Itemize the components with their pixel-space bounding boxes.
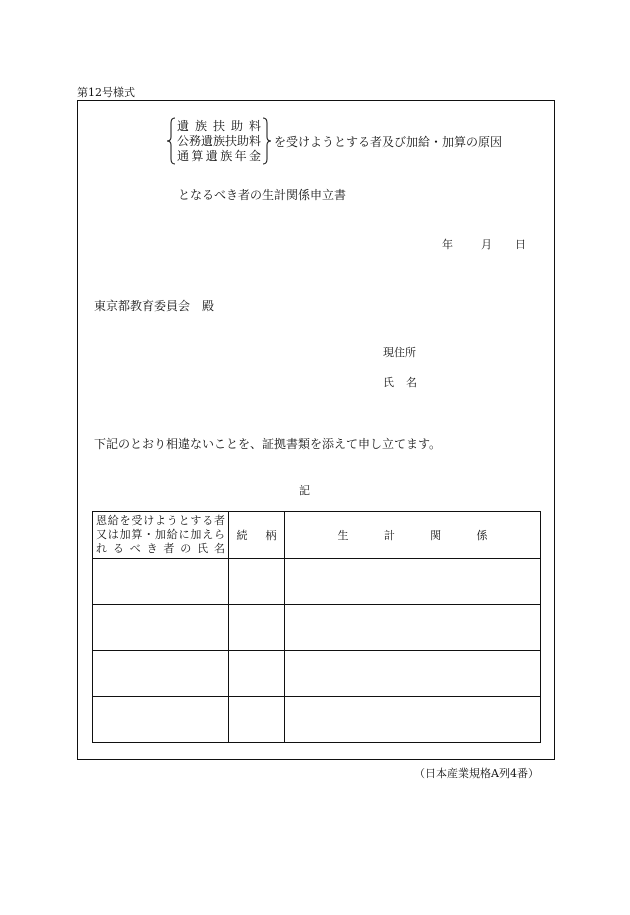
table-row <box>93 651 541 697</box>
table-row <box>93 697 541 743</box>
form-number: 第12号様式 <box>77 86 135 99</box>
relation-cell[interactable] <box>229 559 285 605</box>
header-name: 恩給を受けようとする者又は加算・加給に加えられるべき者の氏名 <box>93 512 229 559</box>
header-relation: 続柄 <box>236 529 277 542</box>
name-cell[interactable] <box>93 559 229 605</box>
name-cell[interactable] <box>93 697 229 743</box>
table-header-row <box>93 512 541 559</box>
name-label: 氏名 <box>383 376 417 389</box>
date-month-label: 月 <box>481 238 492 251</box>
declaration-text: 下記のとおり相違ないことを、証拠書類を添えて申し立てます。 <box>94 437 442 451</box>
relation-cell[interactable] <box>229 651 285 697</box>
brace-item-survivor-allowance: 遺族扶助料 <box>177 119 261 133</box>
table-row <box>93 559 541 605</box>
address-label: 現住所 <box>383 346 416 359</box>
brace-item-public-duty-survivor-allowance: 公務遺族扶助料 <box>177 134 262 148</box>
brace-item-combined-survivor-pension: 通算遺族年金 <box>177 149 261 163</box>
livelihood-cell[interactable] <box>285 651 541 697</box>
date-day-label: 日 <box>515 238 526 251</box>
relation-cell[interactable] <box>229 605 285 651</box>
livelihood-table <box>92 511 541 743</box>
livelihood-cell[interactable] <box>285 697 541 743</box>
name-cell[interactable] <box>93 651 229 697</box>
header-livelihood: 生計関係 <box>337 529 488 542</box>
ki-heading: 記 <box>299 484 310 497</box>
jis-size-note: （日本産業規格A列4番） <box>414 767 539 780</box>
title-line2: となるべき者の生計関係申立書 <box>178 188 347 202</box>
header-relation-cell <box>229 512 285 559</box>
livelihood-cell[interactable] <box>285 559 541 605</box>
pension-type-brace-group <box>166 117 272 165</box>
name-cell[interactable] <box>93 605 229 651</box>
relation-cell[interactable] <box>229 697 285 743</box>
table-row <box>93 605 541 651</box>
addressee: 東京都教育委員会 殿 <box>94 299 215 313</box>
livelihood-cell[interactable] <box>285 605 541 651</box>
date-year-label: 年 <box>442 238 453 251</box>
title-tail: を受けようとする者及び加給・加算の原因 <box>274 135 503 149</box>
header-livelihood-cell <box>285 512 541 559</box>
